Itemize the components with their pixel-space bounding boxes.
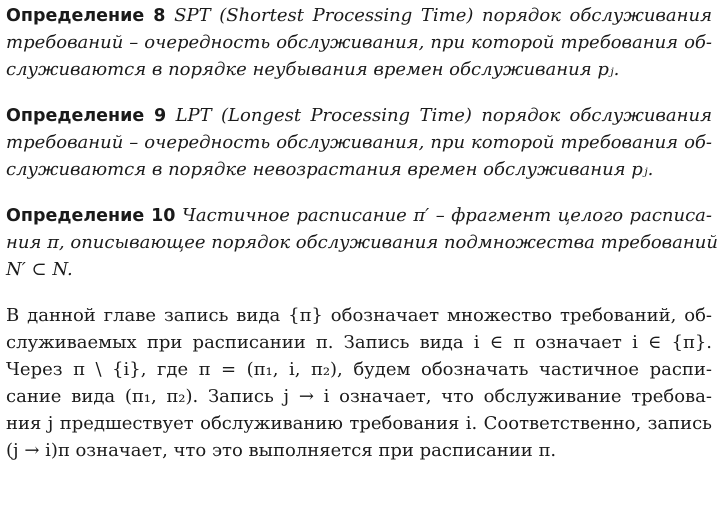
definition-10 — [6, 202, 718, 283]
definition-9 — [6, 102, 712, 183]
definition-8 — [6, 2, 712, 83]
definition-text-line: служиваются в порядке невозрастания времен обслуживания pⱼ. — [6, 159, 654, 180]
paragraph-line: (j → i)π означает, что это выполняется при расписании π. — [6, 440, 557, 461]
definition-label: Определение 10 — [6, 206, 176, 226]
paragraph-line: служиваемых при расписании π. Запись вида i ∈ π означает i ∈ {π}. — [6, 332, 712, 353]
paragraph-line: Через π \ {i}, где π = (π₁, i, π₂), будем обозначать частичное распи- — [6, 359, 712, 380]
definition-text-line: требований – очередность обслуживания, при которой требования об- — [6, 132, 712, 153]
paragraph-line: В данной главе запись вида {π} обозначает множество требований, об- — [6, 305, 712, 326]
definition-label: Определение 9 — [6, 106, 167, 126]
definition-text-line: служиваются в порядке неубывания времен обслуживания pⱼ. — [6, 59, 620, 80]
definition-text-line: LPT (Longest Processing Time) порядок обслуживания — [175, 105, 712, 126]
paragraph-line: ния j предшествует обслуживанию требования i. Соответственно, запись — [6, 413, 712, 434]
definition-text-line: Частичное расписание π′ – фрагмент целого расписа- — [181, 205, 712, 226]
body-paragraph — [6, 302, 712, 464]
definition-text-line: требований – очередность обслуживания, при которой требования об- — [6, 32, 712, 53]
paragraph-line: сание вида (π₁, π₂). Запись j → i означает, что обслуживание требова- — [6, 386, 712, 407]
definition-text-line: ния π, описывающее порядок обслуживания подмножества требований — [6, 232, 718, 253]
document-page — [6, 2, 718, 483]
definition-text-line: N′ ⊂ N. — [6, 259, 73, 280]
definition-label: Определение 8 — [6, 6, 166, 26]
definition-text-line: SPT (Shortest Processing Time) порядок обслуживания — [174, 5, 712, 26]
